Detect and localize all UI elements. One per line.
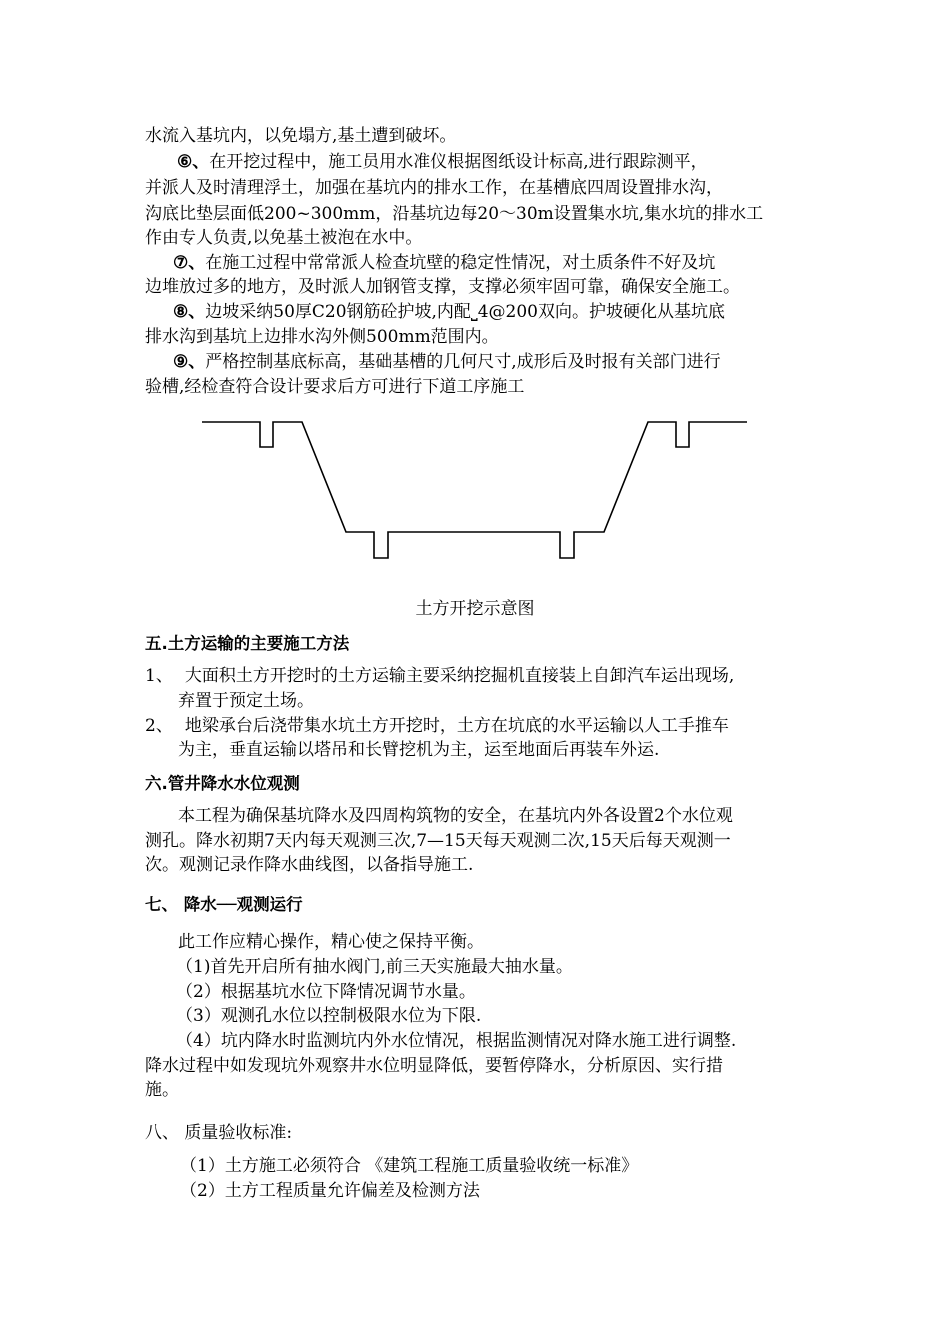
item-marker: ⑥、 <box>177 152 210 172</box>
paragraph-line: 次。观测记录作降水曲线图，以备指导施工. <box>145 855 474 875</box>
list-item: 1、 大面积土方开挖时的土方运输主要采纳挖掘机直接装上自卸汽车运出现场, <box>145 666 735 686</box>
paragraph-line: 验槽,经检查符合设计要求后方可进行下道工序施工 <box>145 377 525 397</box>
excavation-diagram <box>0 400 950 570</box>
paragraph-line: （1)首先开启所有抽水阀门,前三天实施最大抽水量。 <box>176 957 573 977</box>
paragraph-line: （2）根据基坑水位下降情况调节水量。 <box>176 982 476 1002</box>
paragraph-line: 沟底比垫层面低200~300mm，沿基坑边每20～30m设置集水坑,集水坑的排水工 <box>145 204 764 224</box>
paragraph-line: ⑦、在施工过程中常常派人检查坑壁的稳定性情况，对土质条件不好及坑 <box>173 253 716 273</box>
paragraph-line: （2）土方工程质量允许偏差及检测方法 <box>180 1181 480 1201</box>
paragraph-line: ⑥、在开挖过程中，施工员用水准仪根据图纸设计标高,进行跟踪测平， <box>177 152 708 172</box>
paragraph-line: ⑨、严格控制基底标高，基础基槽的几何尺寸,成形后及时报有关部门进行 <box>173 352 721 372</box>
section-heading: 八、 质量验收标准: <box>145 1123 293 1143</box>
section-heading: 五.土方运输的主要施工方法 <box>145 634 350 653</box>
paragraph-line: 测孔。降水初期7天内每天观测三次,7—15天每天观测二次,15天后每天观测一 <box>145 831 731 851</box>
list-number: 1、 <box>145 666 173 686</box>
list-item: 2、 地梁承台后浇带集水坑土方开挖时，土方在坑底的水平运输以人工手推车 <box>145 716 729 736</box>
item-marker: ⑨、 <box>173 352 206 372</box>
paragraph-line: 此工作应精心操作，精心使之保持平衡。 <box>178 932 484 952</box>
paragraph-line: （4）坑内降水时监测坑内外水位情况，根据监测情况对降水施工进行调整. <box>176 1031 737 1051</box>
section-heading: 七、 降水──观测运行 <box>145 895 303 914</box>
paragraph-line: 降水过程中如发现坑外观察井水位明显降低，要暂停降水，分析原因、实行措 <box>145 1056 723 1076</box>
pit-profile-line <box>202 422 747 558</box>
item-marker: ⑦、 <box>173 253 206 273</box>
paragraph-line: ⑧、边坡采纳50厚C20钢筋砼护坡,内配⎵4@200双向。护坡硬化从基坑底 <box>173 302 725 322</box>
paragraph-line: 并派人及时清理浮土，加强在基坑内的排水工作，在基槽底四周设置排水沟， <box>145 178 723 198</box>
section-heading: 六.管井降水水位观测 <box>145 774 300 793</box>
paragraph-line: 边堆放过多的地方，及时派人加钢管支撑，支撑必须牢固可靠，确保安全施工。 <box>145 277 740 297</box>
paragraph-line: 排水沟到基坑上边排水沟外侧500mm范围内。 <box>145 327 499 347</box>
list-item-continuation: 弃置于预定土场。 <box>178 691 314 711</box>
paragraph-line: 水流入基坑内，以免塌方,基土遭到破坏。 <box>145 126 457 146</box>
figure-caption: 土方开挖示意图 <box>415 599 535 619</box>
item-marker: ⑧、 <box>173 302 206 322</box>
paragraph-line: 本工程为确保基坑降水及四周构筑物的安全，在基坑内外各设置2个水位观 <box>178 806 733 826</box>
paragraph-line: 作由专人负责,以免基土被泡在水中。 <box>145 228 423 248</box>
paragraph-line: 施。 <box>145 1080 179 1100</box>
paragraph-line: （3）观测孔水位以控制极限水位为下限. <box>176 1006 482 1026</box>
list-number: 2、 <box>145 716 173 736</box>
paragraph-line: （1）土方施工必须符合 《建筑工程施工质量验收统一标准》 <box>180 1156 639 1176</box>
list-item-continuation: 为主，垂直运输以塔吊和长臂挖机为主，运至地面后再装车外运. <box>178 740 660 760</box>
